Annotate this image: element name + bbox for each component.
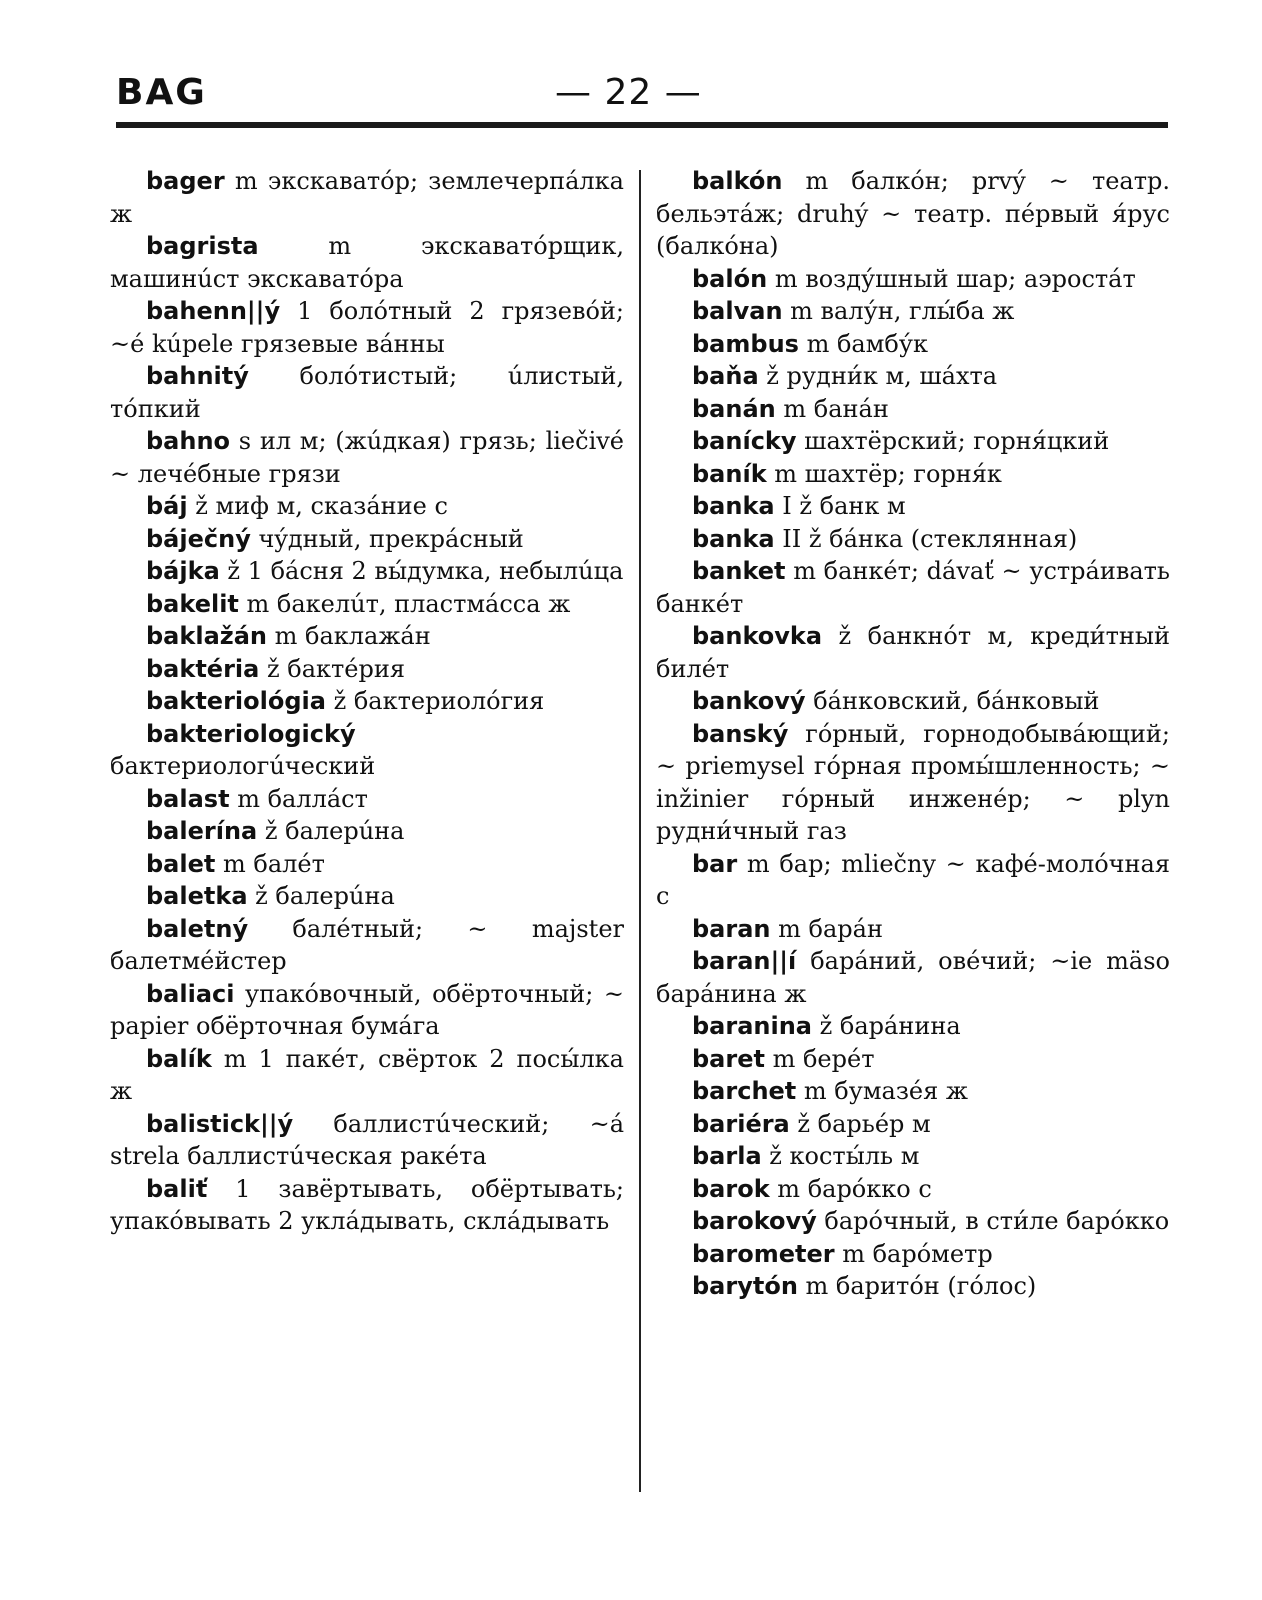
headword: baranina	[692, 1012, 812, 1040]
dictionary-entry	[110, 783, 624, 816]
header-rule	[116, 122, 1168, 128]
headword: banícky	[692, 427, 797, 455]
headword: bambus	[692, 329, 799, 358]
headword: barytón	[692, 1272, 798, 1300]
headword: baklažán	[146, 622, 268, 650]
headword: banka	[692, 492, 775, 520]
headword: bagrista	[146, 232, 259, 260]
definition: m валу́н, глы́ба ж	[782, 297, 1015, 325]
dictionary-entry	[110, 360, 624, 425]
headword: bahnitý	[146, 362, 249, 390]
definition: ž барьéр м	[789, 1109, 931, 1138]
headword: bar	[692, 849, 738, 878]
definition: 1 завёртывать, обёртывать; упакóвывать 2 уклáдывать, склáдывать	[110, 1174, 624, 1235]
definition: m банкéт; dávať ~ устрáивать банкéт	[656, 557, 1170, 618]
headword: bankovka	[692, 622, 823, 650]
dictionary-entry	[110, 620, 624, 653]
dictionary-entry	[110, 685, 624, 718]
definition: ž балерúна	[247, 882, 395, 910]
dictionary-entry	[110, 1108, 624, 1173]
running-head: BAG	[116, 72, 207, 113]
definition: балéтный; ~ majster балетмéйстер	[110, 914, 624, 975]
headword: banket	[692, 557, 786, 585]
headword: banka	[692, 524, 775, 553]
definition: 1 болóтный 2 грязевóй; ~é kúpele грязевые вáнны	[110, 297, 624, 358]
definition: m возду́шный шар; аэростáт	[767, 264, 1136, 293]
headword: balerína	[146, 817, 258, 845]
dictionary-entry	[110, 425, 624, 490]
dictionary-entry	[656, 685, 1170, 718]
definition: бáнковский, бáнковый	[805, 687, 1100, 715]
page-header	[0, 72, 1262, 122]
dictionary-entry	[656, 393, 1170, 426]
headword: bahno	[146, 427, 231, 455]
definition: ž 1 бáсня 2 вы́думка, небылúца	[219, 557, 624, 585]
dictionary-entry	[656, 1173, 1170, 1206]
headword: bájka	[146, 557, 220, 585]
definition: m экскаватóрщик, машинúст экскаватóра	[110, 232, 624, 293]
dictionary-entry	[656, 1140, 1170, 1173]
headword: balvan	[692, 297, 783, 325]
definition: m барóкко с	[769, 1174, 932, 1203]
headword: baliaci	[146, 979, 235, 1008]
definition: m барáн	[770, 914, 883, 943]
dictionary-entry	[110, 1173, 624, 1238]
dictionary-entry	[656, 490, 1170, 523]
definition: упакóвочный, обёрточный; ~ papier обёрточная бумáга	[110, 979, 624, 1040]
dictionary-entry	[110, 490, 624, 523]
headword: balistick||ý	[146, 1109, 294, 1138]
headword: barok	[692, 1174, 770, 1203]
definition: m балкóн; prvý ~ театр. бельэтáж; druhý ~ театр. пéрвый я́рус (балкóна)	[656, 167, 1170, 260]
definition: ž барáнина	[812, 1012, 961, 1040]
definition: m баритóн (гóлос)	[797, 1272, 1037, 1300]
definition: ž косты́ль м	[761, 1142, 920, 1170]
definition: гóрный, горнодобывáющий; ~ priemysel гóрная промы́шленность; ~ inžinier гóрный инженéр; ~ plyn рудни́чный газ	[656, 719, 1170, 845]
definition: m бакелúт, пластмáсса ж	[238, 589, 571, 618]
definition: m экскаватóр; землечерпáлка ж	[110, 167, 624, 228]
definition: барáний, овéчий; ~ie mäso барáнина ж	[656, 947, 1170, 1008]
dictionary-entry	[110, 848, 624, 881]
dictionary-entry	[656, 328, 1170, 361]
dictionary-entry	[656, 1270, 1170, 1303]
headword: baliť	[146, 1174, 208, 1203]
headword: balón	[692, 264, 768, 293]
dictionary-entry	[110, 913, 624, 978]
headword: báječný	[146, 524, 251, 553]
dictionary-entry	[656, 555, 1170, 620]
headword: baňa	[692, 362, 759, 390]
definition: m бумазéя ж	[796, 1077, 968, 1105]
dictionary-entry	[110, 165, 624, 230]
definition: ž бактéрия	[259, 654, 405, 683]
definition: m 1 пакéт, свёрток 2 посы́лка ж	[110, 1044, 624, 1105]
headword: baletný	[146, 914, 249, 943]
headword: baktéria	[146, 654, 260, 683]
headword: bakelit	[146, 589, 239, 618]
dictionary-entry	[656, 263, 1170, 296]
definition: m бамбу́к	[798, 329, 928, 358]
definition: ž миф м, сказáние с	[187, 492, 448, 520]
dictionary-entry	[110, 653, 624, 686]
dictionary-entry	[656, 1108, 1170, 1141]
dictionary-entry	[656, 523, 1170, 556]
headword: barokový	[692, 1207, 817, 1235]
dictionary-entry	[656, 165, 1170, 263]
definition: m баллáст	[229, 784, 368, 813]
headword: balkón	[692, 167, 783, 195]
headword: balast	[146, 784, 230, 813]
dictionary-entry	[656, 1075, 1170, 1108]
left-column	[110, 165, 624, 1238]
definition: бактериологúческий	[110, 752, 376, 780]
right-column	[656, 165, 1170, 1303]
headword: bahenn||ý	[146, 297, 281, 325]
definition: m барóметр	[834, 1239, 993, 1268]
dictionary-entry	[656, 295, 1170, 328]
definition: m баклажáн	[267, 622, 431, 650]
dictionary-entry	[656, 1205, 1170, 1238]
definition: ž балерúна	[257, 817, 405, 845]
dictionary-entry	[656, 425, 1170, 458]
definition: s ил м; (жúдкая) грязь; liečivé ~ лечéбные грязи	[110, 427, 624, 488]
dictionary-entry	[656, 945, 1170, 1010]
headword: barchet	[692, 1077, 797, 1105]
dictionary-entry	[656, 718, 1170, 848]
dictionary-entry	[110, 555, 624, 588]
dictionary-entry	[656, 1010, 1170, 1043]
headword: barometer	[692, 1239, 835, 1268]
definition: m банáн	[775, 394, 889, 423]
dictionary-entry	[110, 978, 624, 1043]
headword: bager	[146, 167, 225, 195]
dictionary-entry	[656, 458, 1170, 491]
dictionary-entry	[110, 718, 624, 783]
definition: чýдный, прекрáсный	[250, 524, 524, 553]
headword: banán	[692, 394, 776, 423]
definition: m берéт	[764, 1044, 875, 1073]
dictionary-entry	[656, 360, 1170, 393]
definition: ž бактериолóгия	[325, 687, 545, 715]
definition: m балéт	[215, 849, 325, 878]
headword: balet	[146, 849, 216, 878]
definition: ž банкнóт м, креди́тный билéт	[656, 622, 1170, 683]
headword: bakteriológia	[146, 687, 326, 715]
dictionary-entry	[110, 230, 624, 295]
headword: baran	[692, 914, 771, 943]
dictionary-entry	[656, 848, 1170, 913]
dictionary-entry	[656, 913, 1170, 946]
headword: baret	[692, 1044, 765, 1073]
dictionary-entry	[656, 1238, 1170, 1271]
dictionary-entry	[110, 588, 624, 621]
headword: bakteriologický	[146, 719, 356, 748]
dictionary-entry	[110, 1043, 624, 1108]
definition: шахтёрский; горня́цкий	[796, 427, 1110, 455]
dictionary-entry	[656, 1043, 1170, 1076]
definition: барóчный, в сти́ле барóкко	[816, 1207, 1170, 1235]
headword: baran||í	[692, 947, 797, 975]
definition: ž рудни́к м, шáхта	[758, 362, 998, 390]
headword: baletka	[146, 882, 248, 910]
definition: I ž банк м	[774, 492, 906, 520]
headword: báj	[146, 492, 188, 520]
definition: баллистúческий; ~á strela баллистúческая ракéта	[110, 1109, 624, 1170]
definition: II ž бáнка (стеклянная)	[774, 524, 1078, 553]
column-divider	[639, 170, 641, 1492]
dictionary-entry	[110, 523, 624, 556]
headword: barla	[692, 1142, 762, 1170]
dictionary-entry	[656, 620, 1170, 685]
headword: bankový	[692, 687, 806, 715]
definition: болóтистый; úлистый, тóпкий	[110, 362, 624, 423]
dictionary-entry	[110, 815, 624, 848]
definition: m бар; mliečny ~ кафé-молóчная с	[656, 849, 1170, 910]
headword: baník	[692, 459, 767, 488]
headword: banský	[692, 719, 789, 748]
headword: balík	[146, 1044, 212, 1073]
page-number: — 22 —	[555, 72, 702, 113]
dictionary-entry	[110, 295, 624, 360]
dictionary-entry	[110, 880, 624, 913]
headword: bariéra	[692, 1109, 790, 1138]
definition: m шахтёр; горня́к	[766, 459, 1002, 488]
